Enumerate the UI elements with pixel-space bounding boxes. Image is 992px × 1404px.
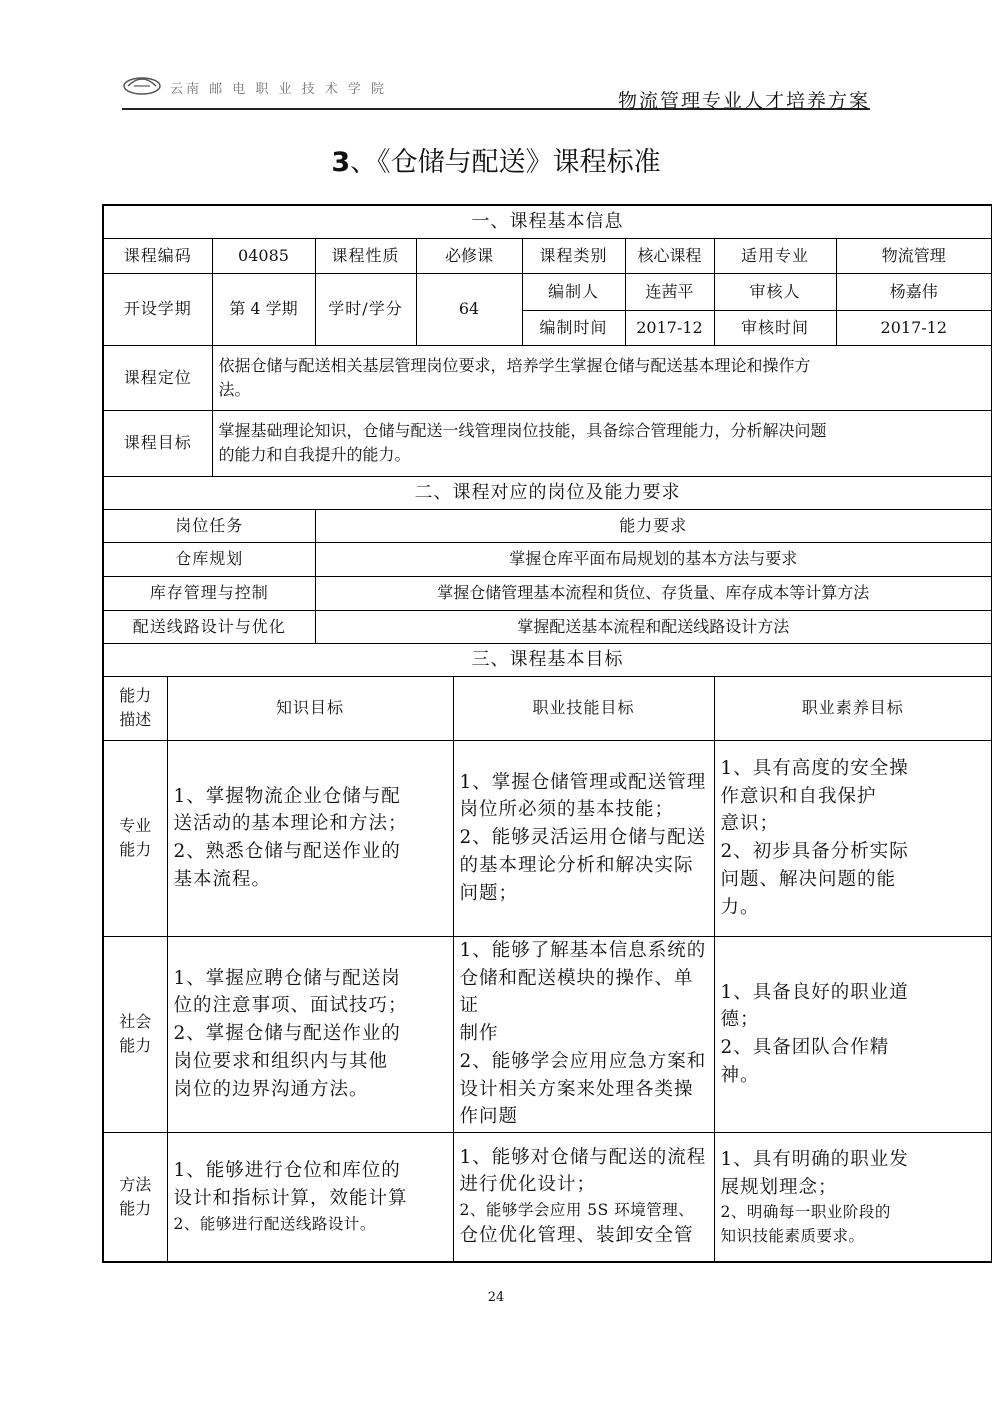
knowledge-cell xyxy=(167,1132,453,1262)
ability-row-label xyxy=(103,1132,167,1262)
knowledge-cell xyxy=(167,936,453,1132)
course-category-label: 课程类别 xyxy=(522,238,625,273)
col-ability-line: 描述 xyxy=(119,710,152,729)
cell-line: 1、能够进行仓位和库位的 xyxy=(173,1160,401,1182)
cell-line: 神。 xyxy=(720,1064,760,1086)
review-date-value: 2017-12 xyxy=(836,310,992,345)
cell-line: 作意识和自我保护 xyxy=(720,785,877,807)
cell-line: 基本流程。 xyxy=(173,868,272,890)
positioning-line: 依据仓储与配送相关基层管理岗位要求，培养学生掌握仓储与配送基本理论和操作方 xyxy=(218,355,811,375)
skill-cell xyxy=(453,740,714,936)
task-cell: 仓库规划 xyxy=(103,542,315,576)
cell-line: 知识技能素质要求。 xyxy=(720,1226,865,1245)
cell-line: 2、能够学会应用应急方案和 xyxy=(459,1050,707,1072)
cell-line: 进行优化设计； xyxy=(459,1174,597,1196)
school-name: 云南 邮 电 职 业 技 术 学 院 xyxy=(170,82,388,97)
cell-line: 1、能够对仓储与配送的流程 xyxy=(459,1146,707,1168)
quality-cell xyxy=(714,1132,992,1262)
cell-line: 岗位所必须的基本技能； xyxy=(459,799,675,821)
skill-cell xyxy=(453,936,714,1132)
positioning-text xyxy=(212,345,992,410)
cell-line: 2、初步具备分析实际 xyxy=(720,841,909,862)
cell-line: 1、具有明确的职业发 xyxy=(720,1148,909,1170)
knowledge-cell xyxy=(167,740,453,936)
major-label: 适用专业 xyxy=(714,238,836,273)
cell-line: 1、能够了解基本信息系统的 xyxy=(459,939,707,961)
cell-line: 力。 xyxy=(720,896,760,918)
cell-line: 1、掌握仓储管理或配送管理 xyxy=(459,771,707,793)
goal-line: 掌握基础理论知识，仓储与配送一线管理岗位技能，具备综合管理能力，分析解决问题 xyxy=(218,421,827,440)
reviewer-label: 审核人 xyxy=(714,273,836,310)
ability-label-line: 社会 xyxy=(119,1012,152,1031)
cell-line: 展规划理念； xyxy=(720,1176,838,1198)
cell-line: 1、具备良好的职业道 xyxy=(720,981,909,1003)
hours-value: 64 xyxy=(416,273,522,345)
col-ability-header xyxy=(103,676,167,740)
course-code-value: 04085 xyxy=(212,238,315,273)
cell-line: 岗位的边界沟通方法。 xyxy=(173,1078,369,1100)
col-task-header: 岗位任务 xyxy=(103,509,315,542)
requirement-cell: 掌握仓储管理基本流程和货位、存货量、库存成本等计算方法 xyxy=(315,576,992,610)
quality-cell xyxy=(714,740,992,936)
cell-line: 2、掌握仓储与配送作业的 xyxy=(173,1023,401,1045)
cell-line: 德； xyxy=(720,1009,760,1031)
cell-line: 意识； xyxy=(720,813,780,835)
requirement-cell: 掌握配送基本流程和配送线路设计方法 xyxy=(315,610,992,643)
cell-line: 1、掌握物流企业仓储与配 xyxy=(173,785,401,807)
course-nature-label: 课程性质 xyxy=(315,238,416,273)
date-value: 2017-12 xyxy=(625,310,714,345)
ability-label-line: 能力 xyxy=(119,1036,152,1055)
course-nature-value: 必修课 xyxy=(416,238,522,273)
term-value: 第 4 学期 xyxy=(212,273,315,345)
cell-line: 的基本理论分析和解决实际 xyxy=(459,854,694,876)
course-category-value: 核心课程 xyxy=(625,238,714,273)
reviewer-value: 杨嘉伟 xyxy=(836,273,992,310)
cell-line: 问题、解决问题的能 xyxy=(720,868,897,890)
title-text: 、《仓储与配送》课程标准 xyxy=(350,147,661,178)
goal-text xyxy=(212,410,992,476)
cell-line: 1、具有高度的安全操 xyxy=(720,757,909,779)
ability-label-line: 方法 xyxy=(119,1174,152,1194)
task-cell: 配送线路设计与优化 xyxy=(103,610,315,643)
cell-line: 2、熟悉仓储与配送作业的 xyxy=(173,841,401,862)
section3-heading: 三、课程基本目标 xyxy=(103,643,992,676)
task-cell: 库存管理与控制 xyxy=(103,576,315,610)
cell-line: 仓位优化管理、装卸安全管 xyxy=(459,1225,694,1247)
section1-heading: 一、课程基本信息 xyxy=(103,205,992,238)
cell-line: 2、明确每一职业阶段的 xyxy=(720,1203,891,1222)
cell-line: 制作 xyxy=(459,1023,499,1045)
course-code-label: 课程编码 xyxy=(103,238,212,273)
col-requirement-header: 能力要求 xyxy=(315,509,992,542)
cell-line: 问题； xyxy=(459,882,519,904)
positioning-label: 课程定位 xyxy=(103,345,212,410)
cell-line: 设计和指标计算，效能计算 xyxy=(173,1188,408,1210)
cell-line: 作问题 xyxy=(459,1106,519,1128)
cell-line: 2、能够灵活运用仓储与配送 xyxy=(459,827,707,849)
cell-line: 2、具备团队合作精 xyxy=(720,1037,890,1058)
skill-cell xyxy=(453,1132,714,1262)
cell-line: 2、能够进行配送线路设计。 xyxy=(173,1214,376,1233)
cell-line: 送活动的基本理论和方法； xyxy=(173,813,408,835)
positioning-line: 法。 xyxy=(218,379,251,399)
term-label: 开设学期 xyxy=(103,273,212,345)
ability-label-line: 能力 xyxy=(119,1198,152,1218)
page-header xyxy=(122,64,870,110)
review-date-label: 审核时间 xyxy=(714,310,836,345)
cell-line: 2、能够学会应用 5S 环境管理、 xyxy=(459,1201,695,1219)
title-number: 3 xyxy=(331,147,351,178)
quality-cell xyxy=(714,936,992,1132)
author-value: 连茜平 xyxy=(625,273,714,310)
date-label: 编制时间 xyxy=(522,310,625,345)
school-logo-icon xyxy=(122,72,162,96)
page-title xyxy=(0,140,992,179)
col-knowledge-header: 知识目标 xyxy=(167,676,453,740)
col-quality-header: 职业素养目标 xyxy=(714,676,992,740)
ability-label-line: 专业 xyxy=(119,816,152,835)
cell-line: 1、掌握应聘仓储与配送岗 xyxy=(173,967,401,989)
author-label: 编制人 xyxy=(522,273,625,310)
goal-label: 课程目标 xyxy=(103,410,212,476)
cell-line: 设计相关方案来处理各类操 xyxy=(459,1078,694,1100)
page-number: 24 xyxy=(487,1290,505,1305)
ability-row-label xyxy=(103,936,167,1132)
ability-label-line: 能力 xyxy=(119,840,152,859)
col-skill-header: 职业技能目标 xyxy=(453,676,714,740)
ability-row-label xyxy=(103,740,167,936)
cell-line: 仓储和配送模块的操作、单证 xyxy=(459,967,694,1017)
course-standard-table xyxy=(102,204,992,1263)
requirement-cell: 掌握仓库平面布局规划的基本方法与要求 xyxy=(315,542,992,576)
document-title: 物流管理专业人才培养方案 xyxy=(617,90,870,112)
cell-line: 岗位要求和组织内与其他 xyxy=(173,1050,389,1072)
goal-line: 的能力和自我提升的能力。 xyxy=(218,445,411,464)
cell-line: 位的注意事项、面试技巧； xyxy=(173,995,408,1017)
hours-label: 学时/学分 xyxy=(315,273,416,345)
col-ability-line: 能力 xyxy=(119,686,152,705)
section2-heading: 二、课程对应的岗位及能力要求 xyxy=(103,476,992,509)
major-value: 物流管理 xyxy=(836,238,992,273)
